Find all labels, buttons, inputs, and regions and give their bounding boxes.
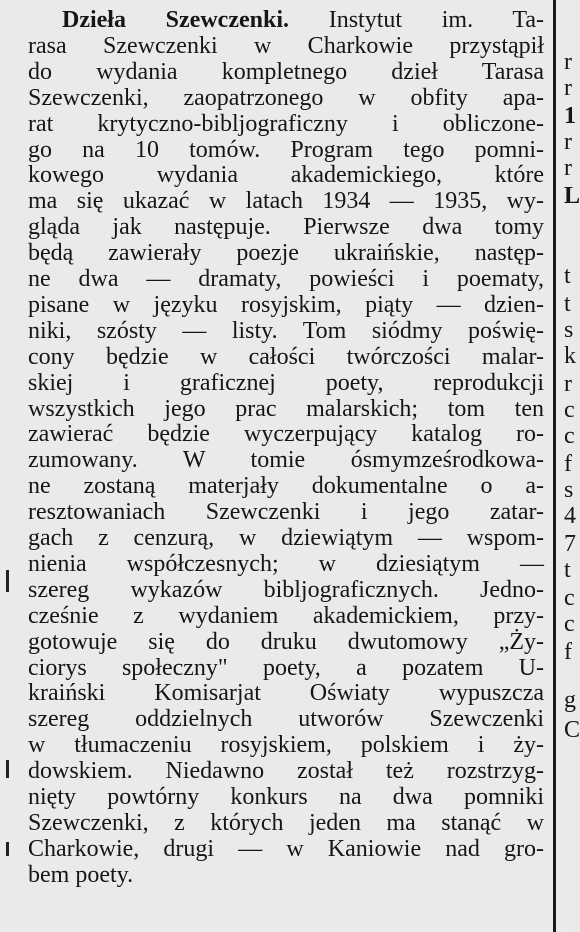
article-line: nięty powtórny konkurs na dwa pomniki xyxy=(28,784,544,810)
adjacent-column-fragment: 7 xyxy=(564,531,576,557)
article-line: ma się ukazać w latach 1934 — 1935, wy- xyxy=(28,188,544,215)
article-line: zumowany. W tomie ósmymześrodkowa- xyxy=(28,447,544,474)
adjacent-column-fragment: f xyxy=(564,639,572,665)
article-line: kowego wydania akademickiego, które xyxy=(28,162,544,189)
adjacent-column-fragment: t xyxy=(564,263,571,289)
adjacent-column-fragment: t xyxy=(564,291,571,317)
article-line: cony będzie w całości twórczości malar- xyxy=(28,343,544,370)
article-line: kraiński Komisarjat Oświaty wypuszcza xyxy=(28,680,544,707)
article-line: zawierać będzie wyczerpujący katalog ro- xyxy=(28,421,544,448)
article-line: ne zostaną materjały dokumentalne o a- xyxy=(28,473,544,500)
adjacent-column-fragment: r xyxy=(564,129,572,155)
article-line: w tłumaczeniu rosyjskiem, polskiem i ży- xyxy=(28,732,544,759)
article-line: Charkowie, drugi — w Kaniowie nad gro- xyxy=(28,835,544,862)
adjacent-column xyxy=(560,0,580,932)
article-line: ne dwa — dramaty, powieści i poematy, xyxy=(28,266,544,292)
adjacent-column-fragment: c xyxy=(564,585,575,611)
article-line: bem poety. xyxy=(28,861,134,888)
adjacent-column-fragment: L xyxy=(564,183,580,209)
article-line: będą zawierały poezje ukraińskie, następ- xyxy=(28,240,544,267)
adjacent-column-fragment: t xyxy=(564,557,571,583)
article-title: Dzieła Szewczenki. xyxy=(62,7,289,33)
adjacent-column-fragment: 4 xyxy=(564,503,576,529)
adjacent-column-fragment: k xyxy=(564,343,576,369)
article-line: wszystkich jego prac malarskich; tom ten xyxy=(28,395,544,422)
adjacent-column-fragment: c xyxy=(564,397,575,423)
article-line: rasa Szewczenki w Charkowie przystąpił xyxy=(28,32,544,59)
article-line: gach z cenzurą, w dziewiątym — wspom- xyxy=(28,525,544,551)
article-line: Szewczenki, z których jeden ma stanąć w xyxy=(28,809,544,836)
article-line: Szewczenki, zaopatrzonego w obfity apa- xyxy=(28,84,544,111)
article-line: ciorys społeczny" poety, a pozatem U- xyxy=(28,654,544,681)
article-line: gotowuje się do druku dwutomowy „Ży- xyxy=(28,628,544,655)
article-line: dowskiem. Niedawno został też rozstrzyg- xyxy=(28,758,544,785)
adjacent-column-fragment: s xyxy=(564,317,574,343)
headline-line xyxy=(62,8,544,33)
article-line: rat krytyczno-bibljograficzny i obliczone- xyxy=(28,110,544,137)
adjacent-column-fragment: r xyxy=(564,75,572,101)
column-rule xyxy=(553,0,556,932)
article-line: niki, szósty — listy. Tom siódmy poświę- xyxy=(28,317,544,344)
article-line: cześnie z wydaniem akademickiem, przy- xyxy=(28,602,544,629)
article-line: pisane w języku rosyjskim, piąty — dzien- xyxy=(28,291,544,318)
adjacent-column-fragment: g xyxy=(564,687,576,713)
article-lead-text: Instytut im. Ta- xyxy=(289,7,544,33)
adjacent-column-fragment: c xyxy=(564,423,575,449)
adjacent-column-fragment: r xyxy=(564,49,572,75)
article-line: go na 10 tomów. Program tego pomni- xyxy=(28,136,544,163)
adjacent-column-fragment: s xyxy=(564,477,574,503)
article-line: szereg oddzielnych utworów Szewczenki xyxy=(28,706,544,733)
adjacent-column-fragment: r xyxy=(564,155,572,181)
article-line: do wydania kompletnego dzieł Tarasa xyxy=(28,58,544,85)
adjacent-column-fragment: 1 xyxy=(564,103,576,129)
article-line: gląda jak następuje. Pierwsze dwa tomy xyxy=(28,214,544,241)
adjacent-column-fragment: f xyxy=(564,451,572,477)
article-line: skiej i graficznej poety, reprodukcji xyxy=(28,369,544,396)
adjacent-column-fragment: C xyxy=(564,717,580,743)
adjacent-column-fragment: c xyxy=(564,611,575,637)
adjacent-column-fragment: r xyxy=(564,371,572,397)
article-line: nienia współczesnych; w dziesiątym — xyxy=(28,550,544,577)
article-line: szereg wykazów bibljograficznych. Jedno- xyxy=(28,576,544,603)
article-line: resztowaniach Szewczenki i jego zatar- xyxy=(28,499,544,526)
